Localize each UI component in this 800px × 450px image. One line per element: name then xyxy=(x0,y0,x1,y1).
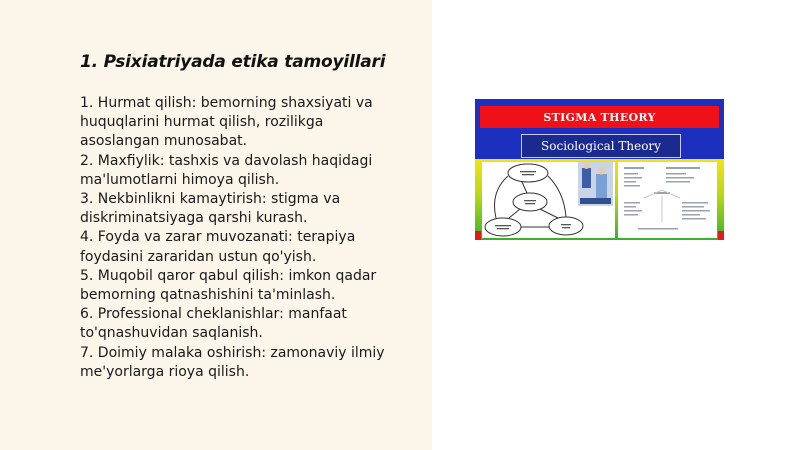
list-line: bemorning qatnashishini ta'minlash. xyxy=(80,287,336,304)
list-line: diskriminatsiyaga qarshi kurash. xyxy=(80,210,308,227)
list-line: 5. Muqobil qaror qabul qilish: imkon qadar xyxy=(80,267,377,284)
image-lower-band xyxy=(475,159,724,240)
stigma-theory-image xyxy=(475,99,724,240)
list-line: 3. Nekbinlikni kamaytirish: stigma va xyxy=(80,191,341,208)
list-line: 6. Professional cheklanishlar: manfaat xyxy=(80,306,347,323)
list-line: 1. Hurmat qilish: bemorning shaxsiyati va xyxy=(80,95,373,111)
stigma-document-thumbnail xyxy=(618,162,717,238)
sociological-theory-label: Sociological Theory xyxy=(521,134,681,158)
list-line: 7. Doimiy malaka oshirish: zamonaviy ilmiy xyxy=(80,344,385,361)
list-line: foydasini zararidan ustun qo'yish. xyxy=(80,248,317,265)
document-icon xyxy=(618,162,717,238)
stigma-diagram-icon xyxy=(482,162,615,238)
list-line: asoslangan munosabat. xyxy=(80,133,248,150)
list-line: 4. Foyda va zarar muvozanati: terapiya xyxy=(80,229,356,246)
stigma-theory-banner: STIGMA THEORY xyxy=(480,106,719,128)
slide-title: 1. Psixiatriyada etika tamoyillari xyxy=(80,52,386,72)
red-accent-left xyxy=(475,231,481,240)
red-accent-right xyxy=(718,231,724,240)
list-line: to'qnashuvidan saqlanish. xyxy=(80,325,263,342)
stigma-diagram-thumbnail xyxy=(482,162,615,238)
principles-list xyxy=(80,94,420,382)
list-line: huquqlarini hurmat qilish, rozilikga xyxy=(80,114,324,131)
list-line: 2. Maxfiylik: tashxis va davolash haqidagi xyxy=(80,152,373,169)
list-line: me'yorlarga rioya qilish. xyxy=(80,363,250,380)
list-line: ma'lumotlarni himoya qilish. xyxy=(80,171,280,188)
